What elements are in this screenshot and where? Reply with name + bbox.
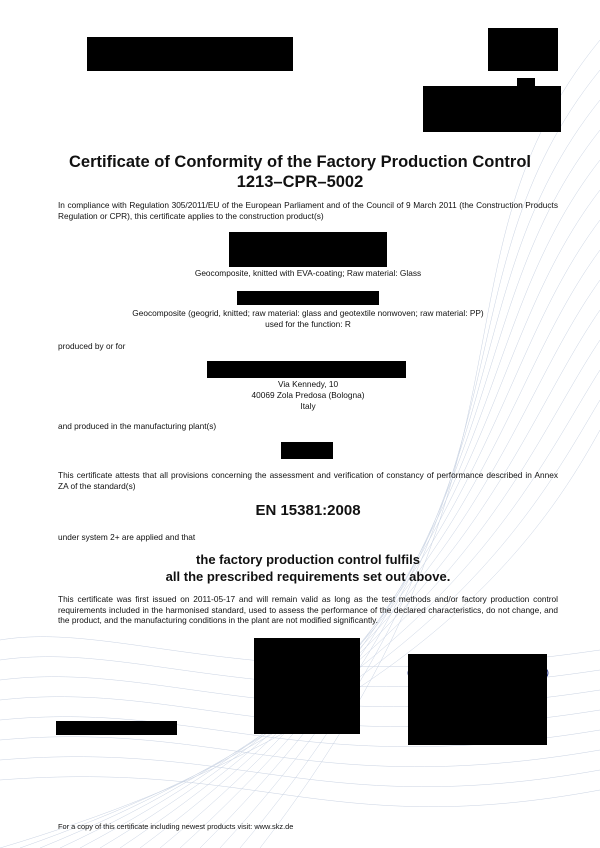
address-street: Via Kennedy, 10 (277, 379, 339, 389)
fpc-line-2: all the prescribed requirements set out above. (165, 568, 451, 584)
system-text: under system 2+ are applied and that (58, 532, 196, 542)
redacted-product-2 (237, 291, 379, 305)
fpc-statement (58, 552, 558, 585)
produced-by-label: produced by or for (58, 341, 126, 351)
attestation-text: This certificate attests that all provisions concerning the assessment and verification of constancy of performance described in Annex ZA of the standard(s) (58, 470, 558, 491)
redacted-date-line (56, 721, 177, 735)
redacted-manufacturer-name (207, 361, 406, 378)
redacted-logo-right (488, 28, 558, 71)
redacted-stamp (408, 654, 547, 745)
redacted-body-block (423, 86, 561, 132)
fpc-line-1: the factory production control fulfils (196, 552, 420, 567)
footer-note: For a copy of this certificate including newest products visit: www.skz.de (58, 822, 294, 831)
standard-number: EN 15381:2008 (255, 502, 361, 519)
title-line-1: Certificate of Conformity of the Factory Production Control (68, 153, 531, 171)
redacted-signature-area (254, 638, 360, 734)
product-2-function: used for the function: R (265, 319, 351, 329)
address-country: Italy (300, 401, 316, 411)
certificate-title (40, 152, 560, 192)
plant-label: and produced in the manufacturing plant(s) (58, 421, 217, 431)
redacted-logo-left (87, 37, 293, 71)
product-1-description: Geocomposite, knitted with EVA-coating; Raw material: Glass (194, 268, 422, 278)
product-2-description: Geocomposite (geogrid, knitted; raw material: glass and geotextile nonwoven; raw material: PP) (132, 308, 484, 318)
intro-text: In compliance with Regulation 305/2011/EU of the European Parliament and of the Council of 9 March 2011 (the Construction Products Regulation or CPR), this certificate applies to the construction product(s) (58, 200, 558, 221)
redacted-product-1 (229, 232, 387, 267)
title-line-2: 1213–CPR–5002 (236, 173, 364, 191)
validity-text: This certificate was first issued on 2011-05-17 and will remain valid as long as the test methods and/or factory production control requirements included in the harmonised standard, used to assess the performance of the declared characteristics, do not change, and the product, and the manufacturing conditions in the plant are not modified significantly. (58, 594, 558, 626)
redacted-plant (281, 442, 333, 459)
address-city: 40069 Zola Predosa (Bologna) (251, 390, 365, 400)
